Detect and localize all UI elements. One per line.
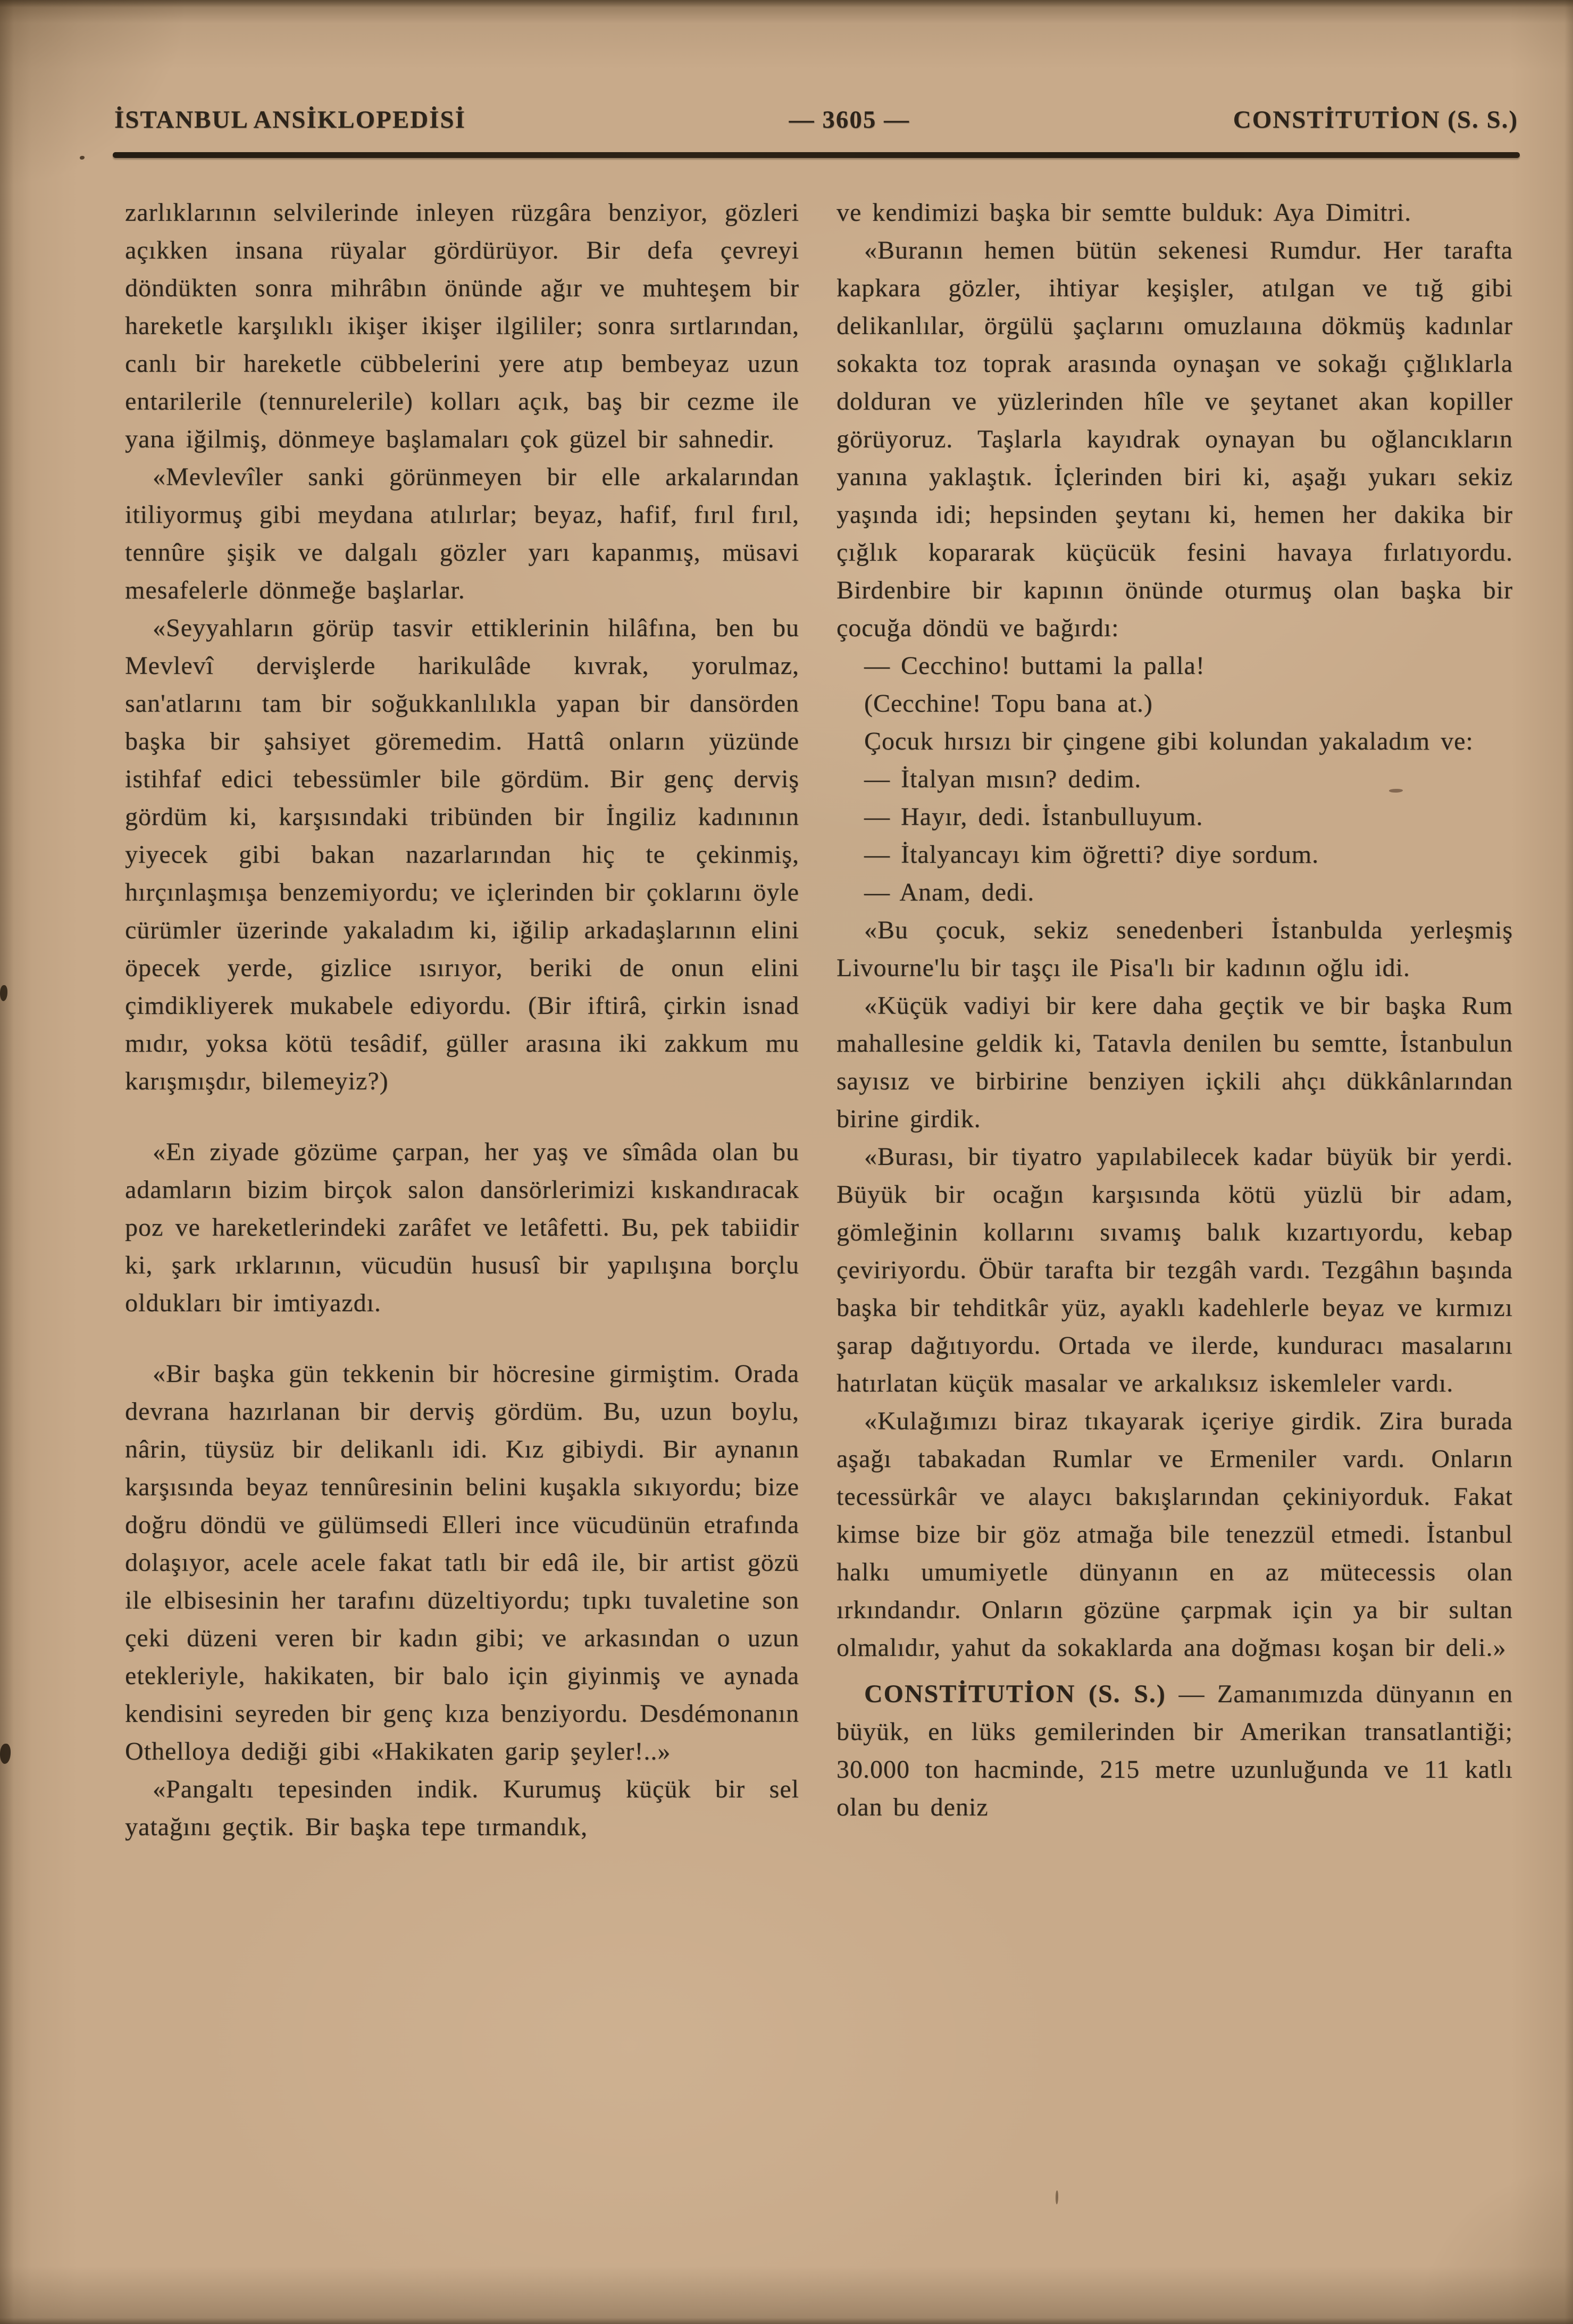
- paragraph-right-cocuk-hirsizi: Çocuk hırsızı bir çingene gibi kolundan yakaladım ve:: [864, 727, 1474, 755]
- paragraph-right-continuation: ve kendimizi başka bir semtte bulduk: Aya Dimitri.: [836, 198, 1412, 227]
- page-edge-shadow-bottom: [0, 2318, 1573, 2324]
- paragraph-left-seyyahlar: «Seyyahların görüp tasvir ettiklerinin hilâfına, ben bu Mevlevî dervişlerde harikulâde kıvrak, yorulmaz, san'atlarını tam bir soğukkanlılıkla yapan bir dansörden başka bir şahsiyet göremedim. Hattâ onların yüzünde istihfaf edici tebessümler bile gördüm. Bir genç derviş gördüm ki, karşısındaki tribünden bir İngiliz kadınının yiyecek gibi bakan nazarlarından hiç te çekinmiş, hırçınlaşmışa benzemiyordu; ve içlerinden bir çoklarını öyle cürümler üzerinde yakaladım ki, iğilip arkadaşlarının elini öpecek yerde, gizlice ısırıyor, beriki de onun elini çimdikliyerek mukabele ediyordu. (Bir iftirâ, çirkin isnad mıdır, yoksa kötü tesâdif, güller arasına iki zakkum mu karışmışdır, bilemeyiz?): [125, 614, 799, 1095]
- paragraph-right-bu-cocuk: «Bu çocuk, sekiz senedenberi İstanbulda yerleşmiş Livourne'lu bir taşçı ile Pisa'lı bir kadının oğlu idi.: [836, 916, 1513, 982]
- dialog-line-italyan-misin: — İtalyan mısın? dedim.: [864, 765, 1142, 793]
- dialog-line-hayir: — Hayır, dedi. İstanbulluyum.: [864, 803, 1203, 831]
- header-rule: [113, 152, 1520, 158]
- paragraph-left-pangalti: «Pangaltı tepesinden indik. Kurumuş küçük bir sel yatağını geçtik. Bir başka tepe tırmandık,: [125, 1775, 799, 1841]
- paragraph-left-continuation: zarlıklarının selvilerinde inleyen rüzgâra benziyor, gözleri açıkken insana rüyalar gördürüyor. Bir defa çevreyi döndükten sonra mihrâbın önünde ağır ve muhteşem bir hareketle karşılıklı ikişer ikişer ilgililer; sonra sırtlarından, canlı bir hareketle cübbelerini yere atıp bembeyaz uzun entarilerile (tennurelerile) kolları açık, baş bir cezme ile yana iğilmiş, dönmeye başlamaları çok güzel bir sahnedir.: [125, 198, 799, 453]
- running-head-entry: CONSTİTUTİON (S. S.): [1233, 106, 1518, 134]
- dialog-line-cecchino: — Cecchino! buttami la palla!: [864, 652, 1205, 680]
- page-edge-shadow-right: [1564, 0, 1573, 2324]
- paper-speck: [0, 985, 7, 1001]
- paragraph-right-burasi: «Burası, bir tiyatro yapılabilecek kadar büyük bir yerdi. Büyük bir ocağın karşısında kötü yüzlü bir adam, gömleğinin kollarını sıvamış balık kızartıyordu, kebap çeviriyordu. Öbür tarafta bir tezgâh vardı. Tezgâhın başında başka bir tehditkâr yüz, ayaklı kadehlerle beyaz ve kırmızı şarap dağıtıyordu. Ortada ve ilerde, kunduracı masalarını hatırlatan küçük masalar ve arkalıksız iskemleler vardı.: [836, 1143, 1513, 1397]
- page-edge-shadow-left: [0, 0, 14, 2324]
- left-column: [125, 194, 799, 1846]
- page-number: — 3605 —: [789, 106, 910, 134]
- page-header: [114, 105, 1518, 134]
- right-column: [836, 194, 1513, 1826]
- paper-speck: [1056, 2190, 1058, 2204]
- paper-speck: [80, 156, 85, 160]
- paragraph-right-kulagimizi: «Kulağımızı biraz tıkayarak içeriye girdik. Zira burada aşağı tabakadan Rumlar ve Ermeniler vardı. Onların tecessürkâr ve alaycı bakışlarından çekiniyorduk. Fakat kimse bize bir göz atmağa bile tenezzül etmedi. İstanbul halkı umumiyetle dünyanın en az mütecessis olan ırkındandır. Onların gözüne çarpmak için ya bir sultan olmalıdır, yahut da sokaklarda ana doğması koşan bir deli.»: [836, 1407, 1513, 1662]
- dialog-line-italyancayi: — İtalyancayı kim öğretti? diye sordum.: [864, 840, 1319, 869]
- paragraph-left-en-ziyade: «En ziyade gözüme çarpan, her yaş ve sîmâda olan bu adamların bizim birçok salon dansörlerimizi kıskandıracak poz ve hareketlerindeki zarâfet ve letâfetti. Bu, pek tabiidir ki, şark ırklarının, vücudün hususî bir yapılışına borçlu oldukları bir imtiyazdı.: [125, 1138, 799, 1317]
- entry-headword: CONSTİTUTİON (S. S.): [864, 1680, 1166, 1708]
- paragraph-left-bir-baska-gun: «Bir başka gün tekkenin bir höcresine girmiştim. Orada devrana hazırlanan bir derviş gördüm. Bu, uzun boylu, nârin, tüysüz bir delikanlı idi. Kız gibiydi. Bir aynanın karşısında beyaz tennûresinin belini kuşakla sıkıyordu; bize doğru döndü ve gülümsedi Elleri ince vücudünün etrafında dolaşıyor, acele acele fakat tatlı bir edâ ile, bir artist gözü ile elbisesinin her tarafını düzeltiyordu; tıpkı tuvaletine son çeki düzeni veren bir kadın gibi; ve arkasından o uzun etekleriyle, hakikaten, bir balo için giyinmiş ve aynada kendisini seyreden bir genç kıza benziyordu. Desdémonanın Othelloya dediği gibi «Hakikaten garip şeyler!..»: [125, 1360, 799, 1765]
- paragraph-right-buranin: «Buranın hemen bütün sekenesi Rumdur. Her tarafta kapkara gözler, ihtiyar keşişler, atılgan ve tığ gibi delikanlılar, örgülü şaçlarını omuzlaıına dökmüş kadınlar sokakta toz toprak arasında oynaşan ve sokağı çığlıklarla dolduran ve yüzlerinden hîle ve şeytanet akan kopiller görüyoruz. Taşlarla kayıdrak oynayan bu oğlancıkların yanına yaklaştık. İçlerinden biri ki, aşağı yukarı sekiz yaşında idi; hepsinden şeytanı ki, hemen her dakika bir çığlık kopararak küçücük fesini havaya fırlatıyordu. Birdenbire bir kapının önünde oturmuş olan başka bir çocuğa döndü ve bağırdı:: [836, 236, 1513, 642]
- entry-body-text: — Zamanımızda dünyanın en büyük, en lüks gemilerinden bir Amerikan transatlantiği; 30.000 ton hacminde, 215 metre uzunluğunda ve 11 katlı olan bu deniz: [836, 1680, 1513, 1821]
- encyclopedia-title: İSTANBUL ANSİKLOPEDİSİ: [114, 106, 466, 134]
- dialog-line-anam: — Anam, dedi.: [864, 878, 1035, 906]
- paper-speck: [0, 1744, 11, 1764]
- paragraph-left-mevleviler: «Mevlevîler sanki görünmeyen bir elle arkalarından itiliyormuş gibi meydana atılırlar; beyaz, hafif, fırıl fırıl, tennûre şişik ve dalgalı gözler yarı kapanmış, müsavi mesafelerle dönmeğe başlarlar.: [125, 463, 799, 604]
- entry-constitution: [836, 1675, 1513, 1826]
- paragraph-right-kucuk-vadi: «Küçük vadiyi bir kere daha geçtik ve bir başka Rum mahallesine geldik ki, Tatavla denilen bu semtte, İstanbulun sayısız ve birbirine benziyen içkili ahçı dükkânlarından birine girdik.: [836, 992, 1513, 1133]
- page-edge-shadow-top: [0, 0, 1573, 7]
- dialog-line-translation: (Cecchine! Topu bana at.): [864, 689, 1153, 718]
